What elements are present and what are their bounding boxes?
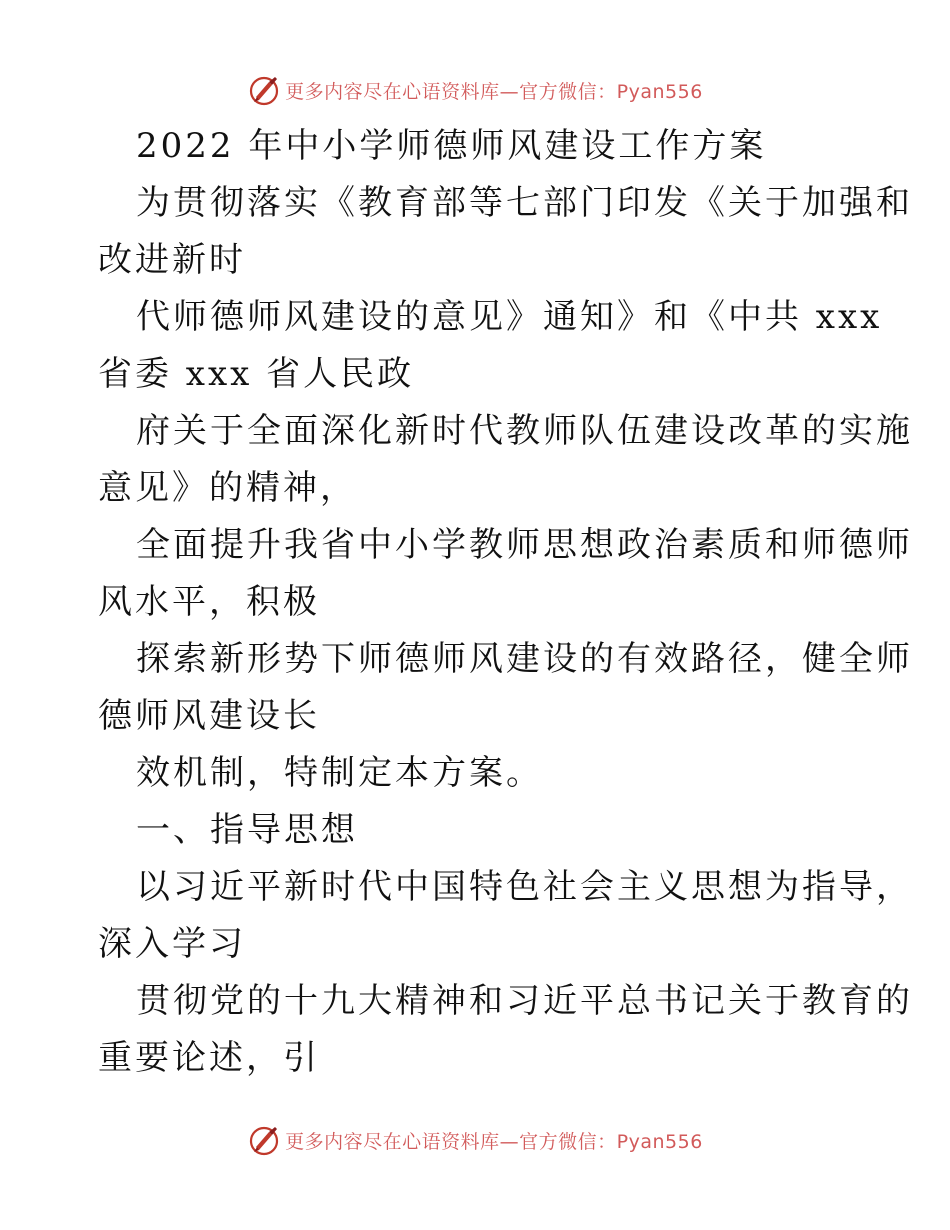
paragraph-line: 贯彻党的十九大精神和习近平总书记关于教育的 bbox=[136, 981, 913, 1021]
paragraph-line: 风水平，积极 bbox=[98, 582, 320, 622]
watermark-text: 更多内容尽在心语资料库—官方微信：Pyan556 bbox=[285, 80, 703, 103]
paragraph-line: 探索新形势下师德师风建设的有效路径，健全师 bbox=[136, 639, 913, 679]
paragraph-line: 改进新时 bbox=[98, 240, 246, 280]
paragraph-line: 代师德师风建设的意见》通知》和《中共 xxx bbox=[136, 297, 883, 337]
document-title: 2022 年中小学师德师风建设工作方案 bbox=[136, 126, 767, 166]
paragraph-line: 效机制，特制定本方案。 bbox=[136, 753, 543, 793]
paragraph-line: 意见》的精神， bbox=[98, 468, 357, 508]
paragraph-line: 以习近平新时代中国特色社会主义思想为指导， bbox=[136, 867, 913, 907]
paragraph-line: 重要论述，引 bbox=[98, 1038, 320, 1078]
footer-watermark bbox=[0, 1122, 950, 1158]
paragraph-line: 府关于全面深化新时代教师队伍建设改革的实施 bbox=[136, 411, 913, 451]
paragraph-line: 德师风建设长 bbox=[98, 696, 320, 736]
quill-pen-logo-icon bbox=[247, 1123, 281, 1157]
document-body bbox=[98, 118, 913, 1087]
paragraph-line: 省委 xxx 省人民政 bbox=[98, 354, 415, 394]
paragraph-line: 为贯彻落实《教育部等七部门印发《关于加强和 bbox=[136, 183, 913, 223]
quill-pen-logo-icon bbox=[247, 73, 281, 107]
section-heading: 一、指导思想 bbox=[136, 810, 358, 850]
paragraph-line: 深入学习 bbox=[98, 924, 246, 964]
header-watermark bbox=[0, 72, 950, 108]
watermark-text: 更多内容尽在心语资料库—官方微信：Pyan556 bbox=[285, 1130, 703, 1153]
paragraph-line: 全面提升我省中小学教师思想政治素质和师德师 bbox=[136, 525, 913, 565]
